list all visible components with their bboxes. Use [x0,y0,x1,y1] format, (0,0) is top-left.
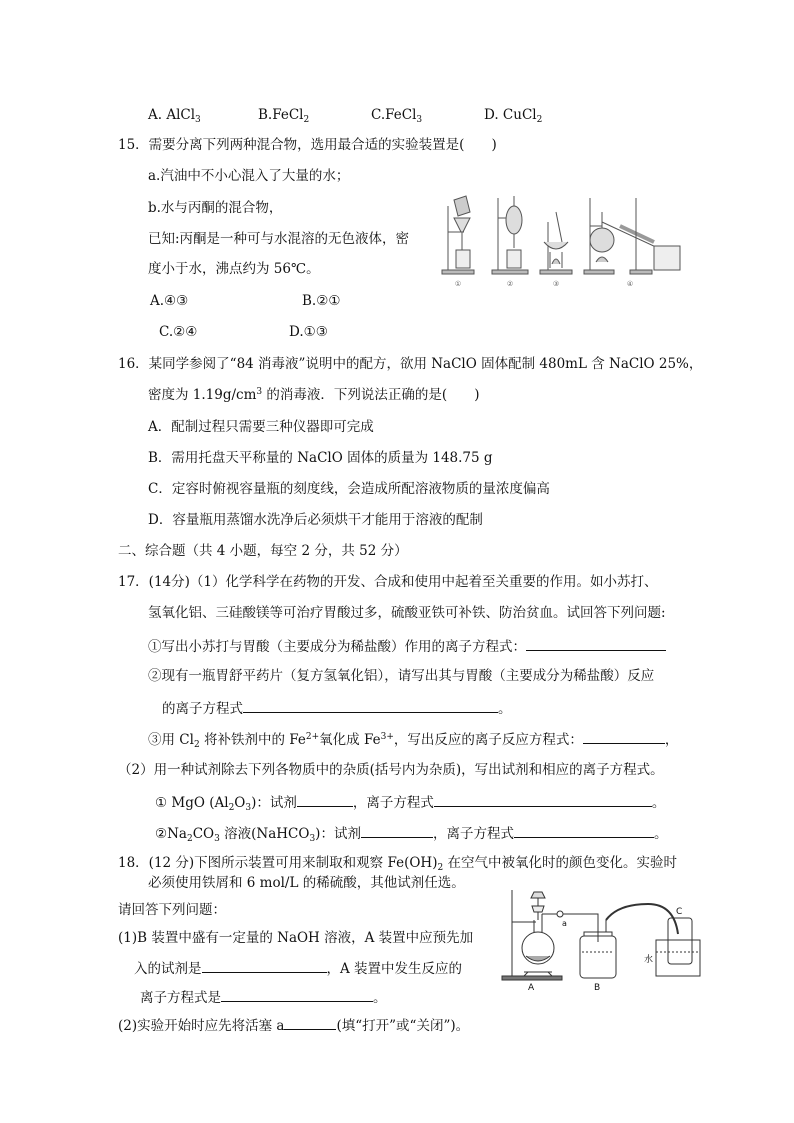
answer-blank[interactable] [202,958,327,973]
answer-blank[interactable] [284,1015,336,1030]
q17-remove-1: ① MgO $(Al_2O_3)$：试剂 ，离子方程式 。 [155,792,665,812]
fig-label-c: C [676,907,683,917]
q17-remove-2: $②Na_2CO_3$ 溶液(NaHCO$_3$)：试剂 ，离子方程式 。 [155,823,667,843]
answer-blank[interactable] [361,823,433,838]
q18-ask: 请回答下列问题： [118,902,226,918]
fig-label-valve: a [562,919,567,928]
fig-label-b: B [594,983,601,992]
q15-known-1: 已知:丙酮是一种可与水混溶的无色液体，密 [148,231,410,247]
q18-sub-1a: (1)B 装置中盛有一定量的 NaOH 溶液，A 装置中应预先加 [118,930,474,946]
q15-apparatus-figure [440,192,690,290]
q17-line-1: 17．(14分)（1）化学科学在药物的开发、合成和使用中起着至关重要的作用。如小苏打、 [118,574,658,590]
answer-blank[interactable] [297,792,353,807]
q18-line-2: 必须使用铁屑和 6 mol/L 的稀硫酸，其他试剂任选。 [148,875,465,891]
section-heading: 二、综合题（共 4 小题，每空 2 分，共 52 分） [118,543,408,559]
q15-option-c: C.②④ [159,324,198,340]
q17-sub-2b: 的离子方程式 。 [162,698,512,718]
q18-sub-1c: 离子方程式是 。 [140,987,387,1007]
q15-option-d: D.①③ [289,324,328,340]
q15-item-a: a.汽油中不小心混入了大量的水； [148,168,350,184]
q15-known-2: 度小于水，沸点约为 56℃。 [148,261,320,277]
q16-stem-2: 密度为 $1.19g/cm^3$ 的消毒液．下列说法正确的是( ) [148,387,480,403]
q15-item-b: b.水与丙酮的混合物， [148,200,283,216]
q15-option-b: B.②① [302,293,341,309]
q17-part-2: （2）用一种试剂除去下列各物质中的杂质(括号内为杂质)，写出试剂和相应的离子方程式。 [118,762,664,778]
q18-sub-1b: 入的试剂是 ，A 装置中发生反应的 [134,958,462,978]
q14-option-a: A. AlCl$_3$ [148,107,201,125]
q17-sub-3: ③用 $Cl_2$ 将补铁剂中的 $Fe^{2+}$氧化成 $Fe^{3+}$，写出反应的离子反应方程式： ， [148,729,678,749]
q17-sub-1: ①写出小苏打与胃酸（主要成分为稀盐酸）作用的离子方程式： [148,636,666,656]
q16-option-a: A．配制过程只需要三种仪器即可完成 [148,419,374,435]
answer-blank[interactable] [243,698,498,713]
q14-option-d: D. CuCl$_2$ [484,107,543,125]
answer-blank[interactable] [434,792,652,807]
q16-option-b: B．需用托盘天平称量的 NaClO 固体的质量为 148.75 g [148,450,493,466]
fig-label-water: 水 [644,955,654,965]
q14-option-c: C.FeCl$_3$ [371,107,423,125]
answer-blank[interactable] [221,987,373,1002]
q16-option-d: D．容量瓶用蒸馏水洗净后必须烘干才能用于溶液的配制 [148,512,483,528]
q18-line-1: 18．(12 分)下图所示装置可用来制取和观察 $Fe(OH)_2$ 在空气中被氧化时的颜色变化。实验时 [118,855,677,873]
q16-option-c: C．定容时俯视容量瓶的刻度线，会造成所配溶液物质的量浓度偏高 [148,481,550,497]
q16-stem-1: 16．某同学参阅了“84 消毒液”说明中的配方，欲用 NaClO 固体配制 480mL 含 NaClO 25%， [118,356,703,372]
fig-label-4: ④ [626,280,634,288]
fig-label-1: ① [454,280,462,288]
q15-stem: 15．需要分离下列两种混合物，选用最合适的实验装置是( ) [118,137,497,153]
fig-label-a: A [528,983,535,992]
answer-blank[interactable] [583,729,665,744]
q18-apparatus-figure [498,880,704,992]
q17-sub-2a: ②现有一瓶胃舒平药片（复方氢氧化铝），请写出其与胃酸（主要成分为稀盐酸）反应 [148,668,655,684]
q17-line-2: 氢氧化铝、三硅酸镁等可治疗胃酸过多，硫酸亚铁可补铁、防治贫血。试回答下列问题: [148,605,666,621]
answer-blank[interactable] [514,823,654,838]
fig-label-2: ② [506,280,514,288]
fig-label-3: ③ [552,280,560,288]
q18-sub-2: (2)实验开始时应先将活塞 a (填“打开”或“关闭”)。 [118,1015,469,1035]
q14-option-b: B.FeCl$_2$ [258,107,310,125]
q15-option-a: A.④③ [150,293,189,309]
answer-blank[interactable] [526,636,666,651]
